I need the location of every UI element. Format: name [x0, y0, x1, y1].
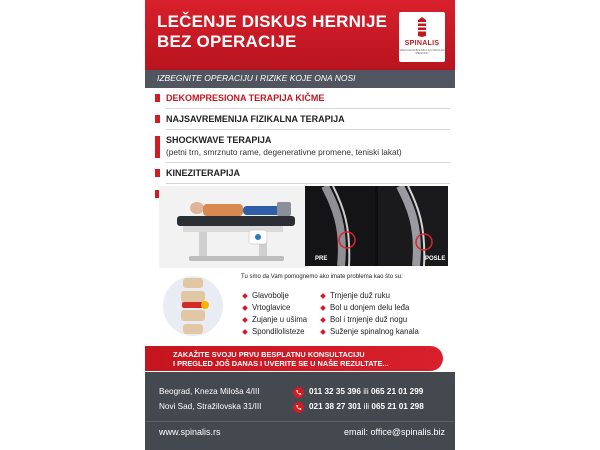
- spine-illustration: [157, 272, 229, 340]
- divider: [166, 183, 450, 184]
- divider: [166, 129, 450, 130]
- problem-item: Bol i trnjenje duž nogu: [321, 314, 419, 326]
- spine-logo-icon: [413, 16, 431, 38]
- problem-item: Suženje spinalnog kanala: [321, 326, 419, 338]
- mri-comparison: [305, 186, 448, 266]
- phone-novi-sad-2: 065 21 01 298: [371, 402, 424, 411]
- problem-item: Trnjenje duž ruku: [321, 290, 419, 302]
- therapy-item: [155, 134, 450, 158]
- problem-item: Glavobolje: [243, 290, 307, 302]
- footer: [145, 372, 455, 450]
- cta-banner: [145, 346, 443, 371]
- website-link[interactable]: www.spinalis.rs: [159, 427, 221, 437]
- bullet-marker: [155, 94, 160, 102]
- address-novi-sad: Novi Sad, Stražilovska 31/III: [159, 402, 262, 411]
- flyer: [145, 0, 455, 450]
- tagline-text: IZBEGNITE OPERACIJU I RIZIKE KOJE ONA NOSI: [157, 73, 356, 83]
- header: [145, 0, 455, 70]
- title-line-1: LEČENJE DISKUS HERNIJE: [157, 12, 388, 31]
- decompression-bed-photo: [159, 186, 309, 268]
- cta-line-1: ZAKAŽITE SVOJU PRVU BESPLATNU KONSULTACIJU: [173, 350, 365, 359]
- therapy-item: [155, 167, 450, 179]
- therapy-label: KINEZITERAPIJA: [166, 168, 241, 178]
- phone-belgrade-1: 011 32 35 396: [309, 387, 361, 396]
- problem-item: Spondilolisteze: [243, 326, 307, 338]
- phone-separator: ili: [363, 387, 369, 396]
- phone-icon: [293, 387, 304, 398]
- cta-line-2: I PREGLED JOŠ DANAS I UVERITE SE U NAŠE REZULTATE...: [173, 359, 389, 368]
- phone-separator: ili: [363, 402, 370, 411]
- divider: [166, 108, 450, 109]
- bullet-marker: [155, 169, 160, 177]
- phone-belgrade-2: 065 21 01 299: [370, 387, 424, 396]
- logo-name: SPINALIS: [404, 40, 440, 47]
- page-title: [157, 12, 387, 52]
- divider: [166, 162, 450, 163]
- email-link[interactable]: email: office@spinalis.biz: [343, 427, 445, 437]
- problem-item: Vrtoglavice: [243, 302, 307, 314]
- mri-after-label: POSLE: [425, 256, 446, 262]
- therapy-item: [155, 92, 450, 104]
- therapy-label: NAJSAVREMENIJA FIZIKALNA TERAPIJA: [166, 114, 345, 124]
- logo-subtitle: SPECIJALNA BOLNICA ZA FIZIKALNU MEDICINU: [399, 49, 445, 55]
- bullet-marker: [155, 115, 160, 123]
- problems-column-2: [321, 290, 419, 338]
- problems-column-1: [243, 290, 307, 338]
- therapy-label: SHOCKWAVE TERAPIJA: [166, 135, 272, 145]
- therapy-item: [155, 113, 450, 125]
- problem-item: Bol u donjem delu leđa: [321, 302, 419, 314]
- phone-belgrade[interactable]: [309, 387, 423, 396]
- address-belgrade: Beograd, Kneza Miloša 4/III: [159, 387, 260, 396]
- footer-divider: [145, 421, 455, 422]
- mri-before-image: [305, 186, 375, 266]
- tagline-banner: [145, 70, 455, 88]
- mri-before-label: PRE: [315, 256, 328, 262]
- problem-item: Zujanje u ušima: [243, 314, 307, 326]
- therapy-label: DEKOMPRESIONA TERAPIJA KIČME: [166, 93, 325, 103]
- spinalis-logo: [399, 12, 445, 62]
- phone-novi-sad-1: 021 38 27 301: [309, 402, 362, 411]
- problems-intro: Tu smo da Vam pomognemo ako imate problema kao što su:: [241, 274, 403, 280]
- phone-novi-sad[interactable]: [309, 402, 424, 411]
- therapy-sublabel: (petni trn, smrznuto rame, degenerativne promene, teniski lakat): [166, 147, 402, 157]
- title-line-2: BEZ OPERACIJE: [157, 32, 297, 51]
- phone-icon: [293, 402, 304, 413]
- mri-after-image: [378, 186, 448, 266]
- bullet-marker: [155, 136, 160, 158]
